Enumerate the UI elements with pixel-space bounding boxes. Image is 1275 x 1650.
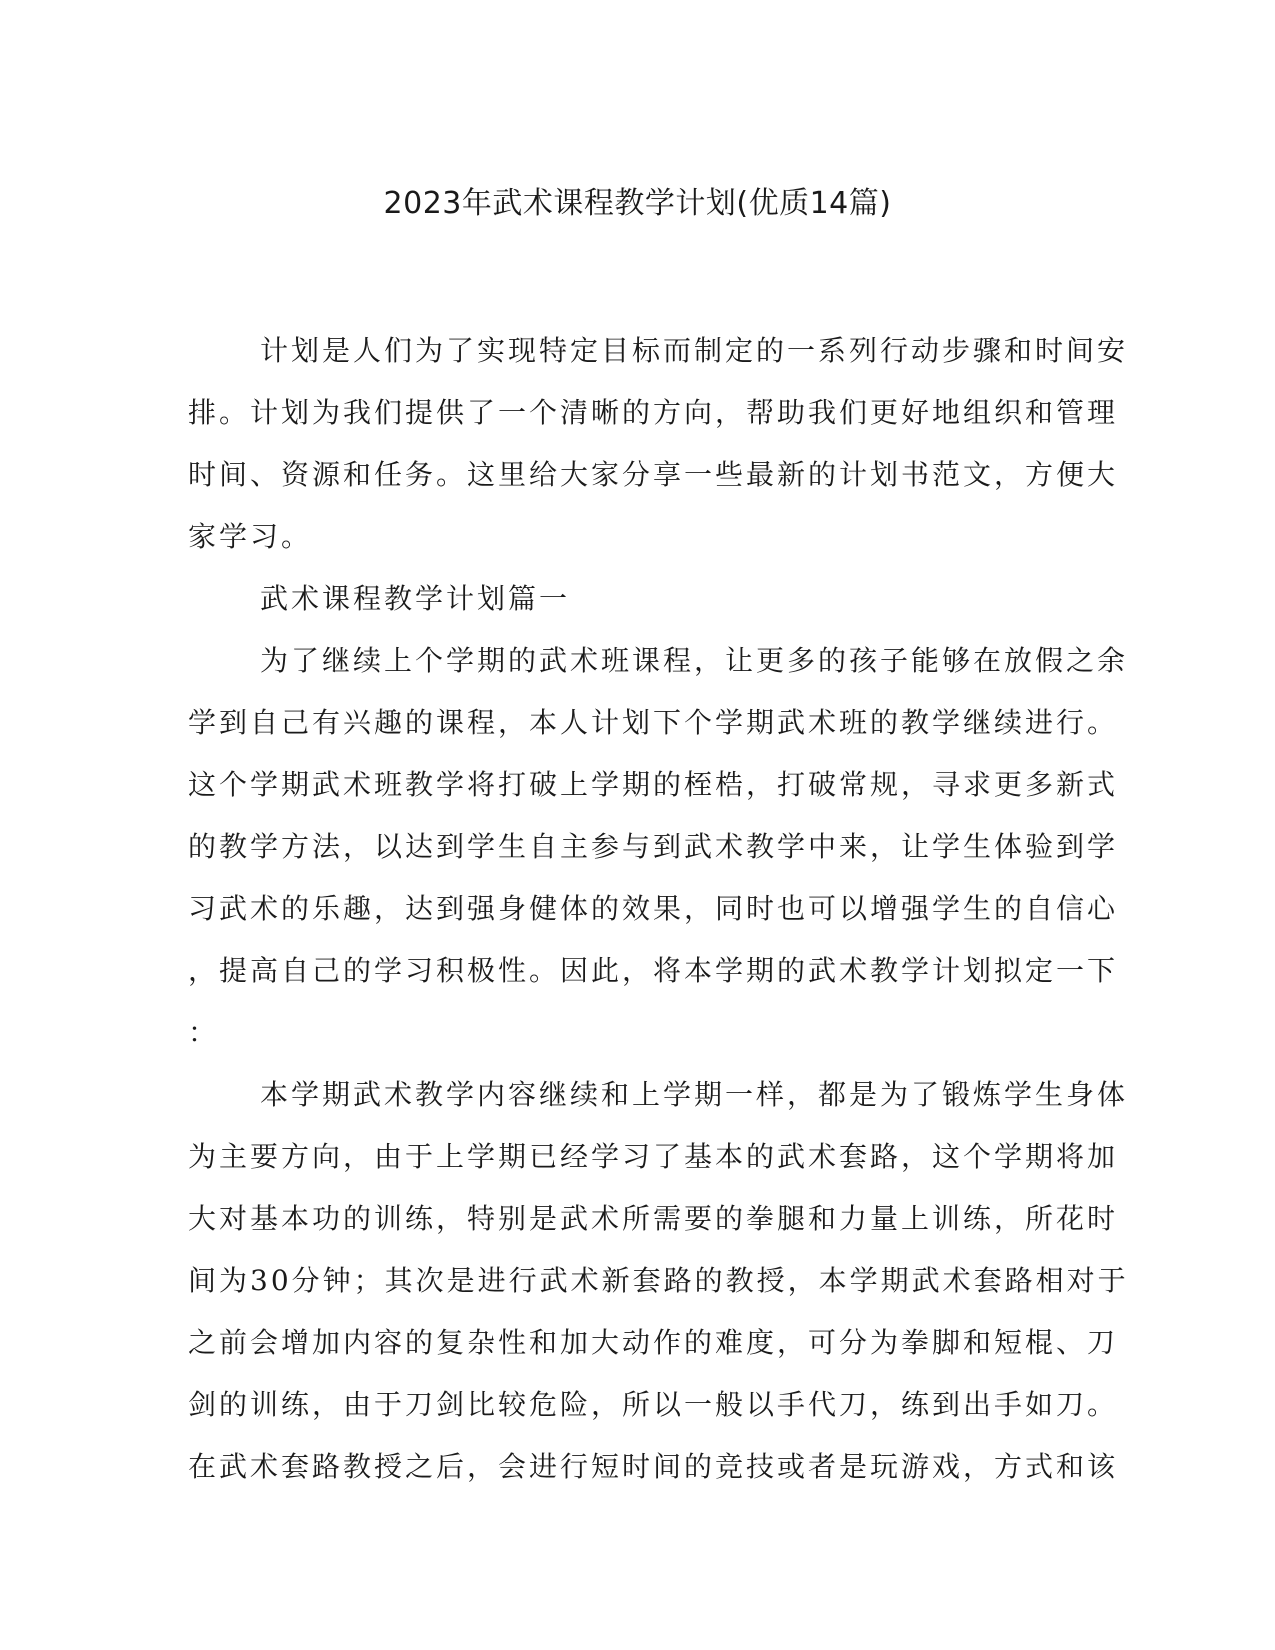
text-line: 大对基本功的训练，特别是武术所需要的拳腿和力量上训练，所花时 — [188, 1202, 1119, 1235]
text-line: 时间、资源和任务。这里给大家分享一些最新的计划书范文，方便大 — [188, 458, 1119, 491]
text-line: 在武术套路教授之后，会进行短时间的竞技或者是玩游戏，方式和该 — [188, 1450, 1119, 1483]
document-title: 2023年武术课程教学计划(优质14篇) — [383, 186, 892, 221]
text-line: ： — [188, 1016, 220, 1049]
document-body — [188, 320, 1129, 1498]
text-line: ，提高自己的学习积极性。因此，将本学期的武术教学计划拟定一下 — [188, 954, 1119, 987]
text-line: 间为30分钟；其次是进行武术新套路的教授，本学期武术套路相对于 — [188, 1264, 1129, 1297]
text-line: 本学期武术教学内容继续和上学期一样，都是为了锻炼学生身体 — [260, 1078, 1129, 1111]
text-line: 学到自己有兴趣的课程，本人计划下个学期武术班的教学继续进行。 — [188, 706, 1119, 739]
text-line: 为了继续上个学期的武术班课程，让更多的孩子能够在放假之余 — [260, 644, 1129, 677]
text-line: 为主要方向，由于上学期已经学习了基本的武术套路，这个学期将加 — [188, 1140, 1119, 1173]
text-line: 习武术的乐趣，达到强身健体的效果，同时也可以增强学生的自信心 — [188, 892, 1119, 925]
text-line: 之前会增加内容的复杂性和加大动作的难度，可分为拳脚和短棍、刀 — [188, 1326, 1119, 1359]
text-line: 的教学方法，以达到学生自主参与到武术教学中来，让学生体验到学 — [188, 830, 1119, 863]
text-line: 计划是人们为了实现特定目标而制定的一系列行动步骤和时间安 — [260, 334, 1129, 367]
text-line: 这个学期武术班教学将打破上学期的桎梏，打破常规，寻求更多新式 — [188, 768, 1119, 801]
section-heading: 武术课程教学计划篇一 — [260, 582, 571, 615]
text-line: 剑的训练，由于刀剑比较危险，所以一般以手代刀，练到出手如刀。 — [188, 1388, 1119, 1421]
text-line: 排。计划为我们提供了一个清晰的方向，帮助我们更好地组织和管理 — [188, 396, 1119, 429]
text-line: 家学习。 — [188, 520, 313, 553]
